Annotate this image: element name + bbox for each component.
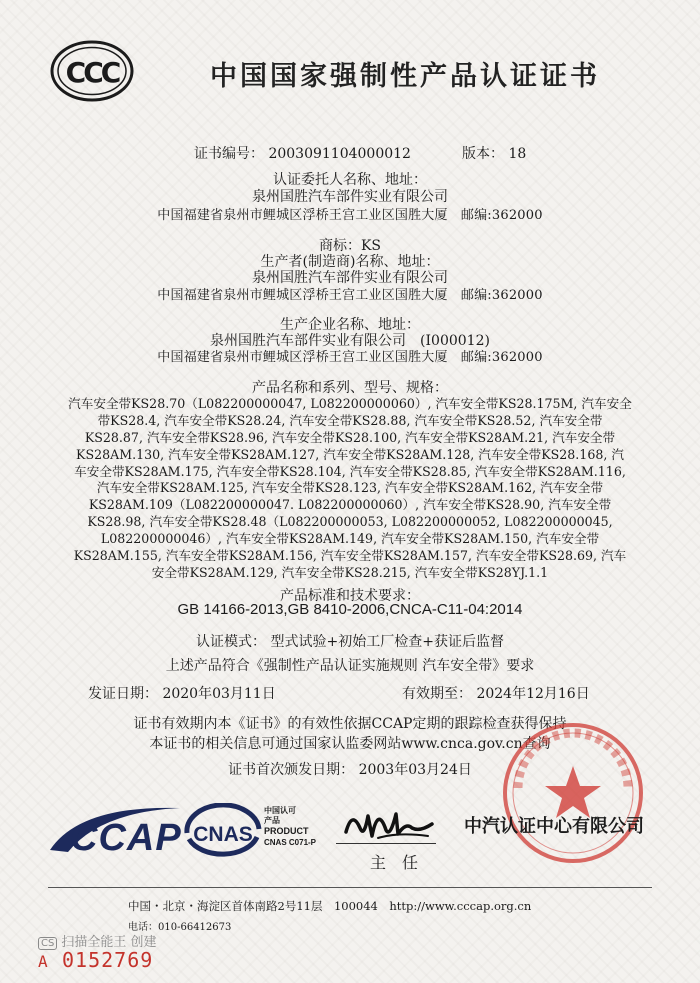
- expiry-date: 有效期至： 2024年12月16日: [402, 686, 590, 702]
- director-title: 主 任: [370, 853, 419, 872]
- products-line: KS28AM.130, 汽车安全带KS28AM.127, 汽车安全带KS28AM.128, 汽车安全带KS28.168, 汽: [76, 447, 624, 462]
- applicant-address: 中国福建省泉州市鲤城区浮桥王宫工业区国胜大厦 邮编:362000: [157, 208, 543, 223]
- manufacturer-address: 中国福建省泉州市鲤城区浮桥王宫工业区国胜大厦 邮编:362000: [157, 288, 543, 303]
- serial-prefix: A: [38, 952, 48, 971]
- cnas-logo: [183, 803, 263, 863]
- ccap-logo: [40, 800, 185, 862]
- organization-name: 中汽认证中心有限公司: [464, 816, 644, 837]
- cnas-label-product: PRODUCT: [264, 826, 309, 836]
- scanner-watermark-text: 扫描全能王 创建: [61, 935, 157, 950]
- validity-line-1: 证书有效期内本《证书》的有效性依据CCAP定期的跟踪检查获得保持: [133, 716, 567, 732]
- certificate-title: 中国国家强制性产品认证证书: [210, 61, 600, 92]
- conformity-statement: 上述产品符合《强制性产品认证实施规则 汽车安全带》要求: [165, 658, 535, 674]
- standards-label: 产品标准和技术要求：: [280, 588, 420, 604]
- products-line: KS28.87, 汽车安全带KS28.96, 汽车安全带KS28.100, 汽车安全带KS28AM.21, 汽车安全带: [84, 430, 616, 445]
- trademark: 商标：KS: [318, 238, 382, 254]
- products-line: 安全带KS28AM.129, 汽车安全带KS28.215, 汽车安全带KS28YJ.1.1: [151, 565, 549, 580]
- manufacturer-label: 生产者(制造商)名称、地址：: [260, 254, 440, 270]
- ccap-logo-text: CCAP: [70, 817, 182, 859]
- factory-address: 中国福建省泉州市鲤城区浮桥王宫工业区国胜大厦 邮编:362000: [157, 350, 543, 365]
- manufacturer-name: 泉州国胜汽车部件实业有限公司: [252, 270, 448, 286]
- products-line: KS28AM.155, 汽车安全带KS28AM.156, 汽车安全带KS28AM.157, 汽车安全带KS28.69, 汽车: [73, 548, 627, 563]
- cnas-logo-text: CNAS: [193, 823, 253, 846]
- signature-line: [336, 843, 436, 844]
- products-label: 产品名称和系列、型号、规格：: [252, 380, 448, 396]
- footer-phone: 电话：010-66412673: [128, 922, 232, 933]
- standards-value: GB 14166-2013,GB 8410-2006,CNCA-C11-04:2014: [177, 601, 523, 618]
- director-signature: [338, 802, 438, 848]
- ccc-logo: [50, 40, 134, 102]
- products-line: 汽车安全带KS28.70（L082200000047, L082200000060）, 汽车安全带KS28.175M, 汽车安全: [68, 396, 632, 411]
- certificate-version: 版本： 18: [462, 146, 527, 162]
- products-line: L082200000046）, 汽车安全带KS28AM.149, 汽车安全带KS28AM.150, 汽车安全带: [100, 531, 600, 546]
- products-line: 汽车安全带KS28AM.125, 汽车安全带KS28.123, 汽车安全带KS28AM.162, 汽车安全带: [96, 480, 604, 495]
- factory-label: 生产企业名称、地址：: [280, 317, 420, 333]
- first-issue-date: 证书首次颁发日期： 2003年03月24日: [228, 762, 472, 778]
- official-seal: [498, 718, 648, 868]
- factory-name: 泉州国胜汽车部件实业有限公司 (I000012): [210, 333, 490, 349]
- applicant-name: 泉州国胜汽车部件实业有限公司: [252, 189, 448, 205]
- scanner-badge-icon: CS: [38, 937, 57, 950]
- products-line: KS28AM.109（L082200000047. L082200000060）, 汽车安全带KS28.90, 汽车安全带: [88, 497, 612, 512]
- issue-date: 发证日期： 2020年03月11日: [88, 686, 276, 702]
- cnas-label-product-cn: 产品: [264, 816, 280, 825]
- products-line: 车安全带KS28AM.175, 汽车安全带KS28.104, 汽车安全带KS28.85, 汽车安全带KS28AM.116,: [74, 464, 626, 479]
- certification-mode: 认证模式： 型式试验+初始工厂检查+获证后监督: [196, 634, 504, 650]
- validity-line-2: 本证书的相关信息可通过国家认监委网站www.cnca.gov.cn查询: [149, 736, 551, 752]
- products-line: KS28.98, 汽车安全带KS28.48（L082200000053, L082200000052, L082200000045,: [87, 514, 613, 529]
- applicant-label: 认证委托人名称、地址：: [273, 172, 427, 188]
- cnas-label-code: CNAS C071-P: [264, 838, 317, 847]
- serial-number: 0152769: [62, 948, 154, 972]
- cnas-label-cn: 中国认可: [264, 806, 296, 815]
- footer-address: 中国・北京・海淀区首体南路2号11层 100044 http://www.cccap.org.cn: [128, 899, 532, 913]
- footer-divider: [48, 887, 652, 888]
- products-line: 带KS28.4, 汽车安全带KS28.24, 汽车安全带KS28.88, 汽车安全带KS28.52, 汽车安全带: [97, 413, 603, 428]
- certificate-number: 证书编号： 2003091104000012: [194, 146, 411, 162]
- ccc-logo-text: CCC: [65, 56, 119, 89]
